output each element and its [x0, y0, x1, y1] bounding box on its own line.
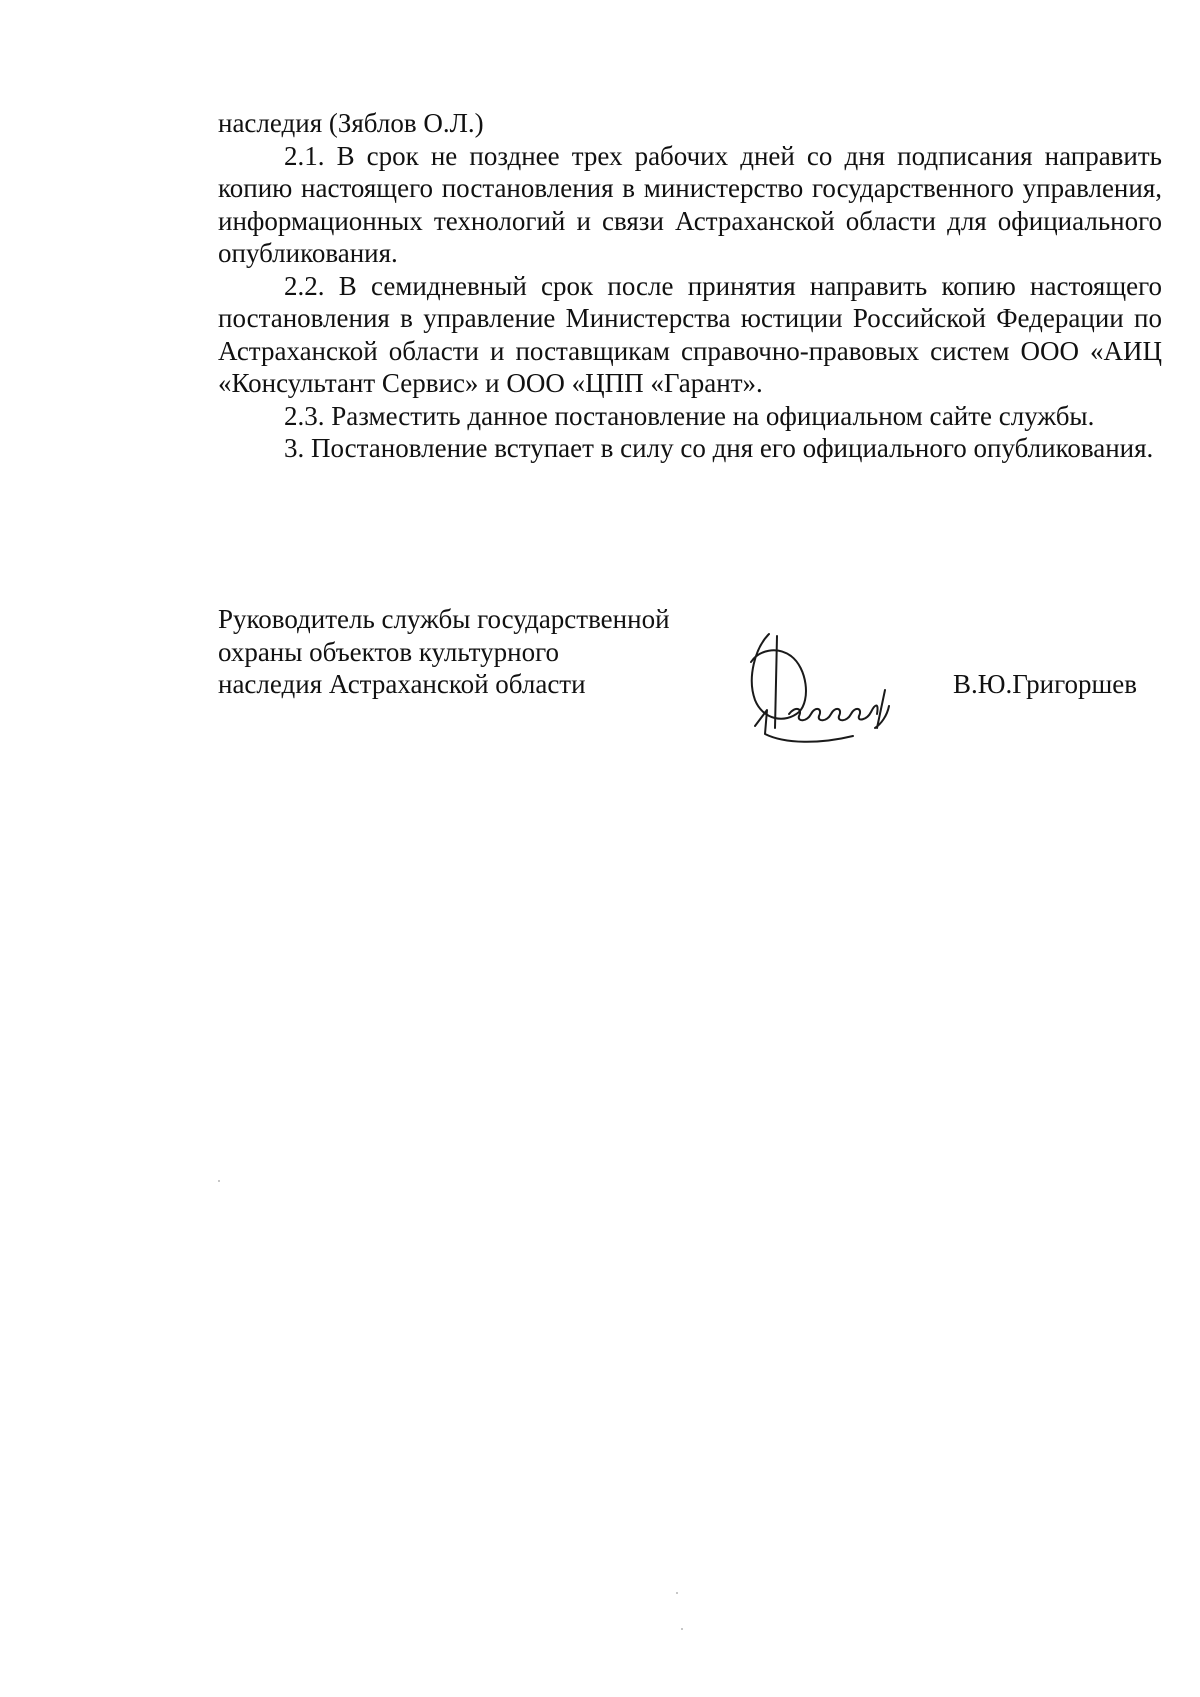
scan-speck [676, 1592, 678, 1594]
position-line: наследия Астраханской области [218, 669, 586, 699]
signer-name: В.Ю.Григоршев [953, 669, 1138, 699]
scan-speck [218, 1180, 220, 1182]
paragraph-2-2: 2.2. В семидневный срок после принятия направить копию настоящего постановления в управление Министерства юстиции Российской Федерации по Астраханской области и поставщикам справочно-правовых систем ООО «АИЦ «Консультант Сервис» и ООО «ЦПП «Гарант». [218, 270, 1162, 398]
signatory-position [218, 603, 778, 701]
position-line: Руководитель службы государственной [218, 604, 670, 634]
scan-speck [681, 1628, 683, 1630]
paragraph-2-3: 2.3. Разместить данное постановление на официальном сайте службы. [284, 400, 1095, 431]
position-line: охраны объектов культурного [218, 636, 559, 667]
paragraph-2-1: 2.1. В срок не позднее трех рабочих дней со дня подписания направить копию настоящего постановления в министерство государственного управления, информационных технологий и связи Астраханской области для официального опубликования. [218, 140, 1162, 268]
handwritten-signature [725, 628, 935, 748]
document-body [218, 107, 1162, 465]
paragraph-3: 3. Постановление вступает в силу со дня его официального опубликования. [284, 433, 1154, 463]
paragraph-continuation: наследия (Зяблов О.Л.) [218, 108, 484, 138]
